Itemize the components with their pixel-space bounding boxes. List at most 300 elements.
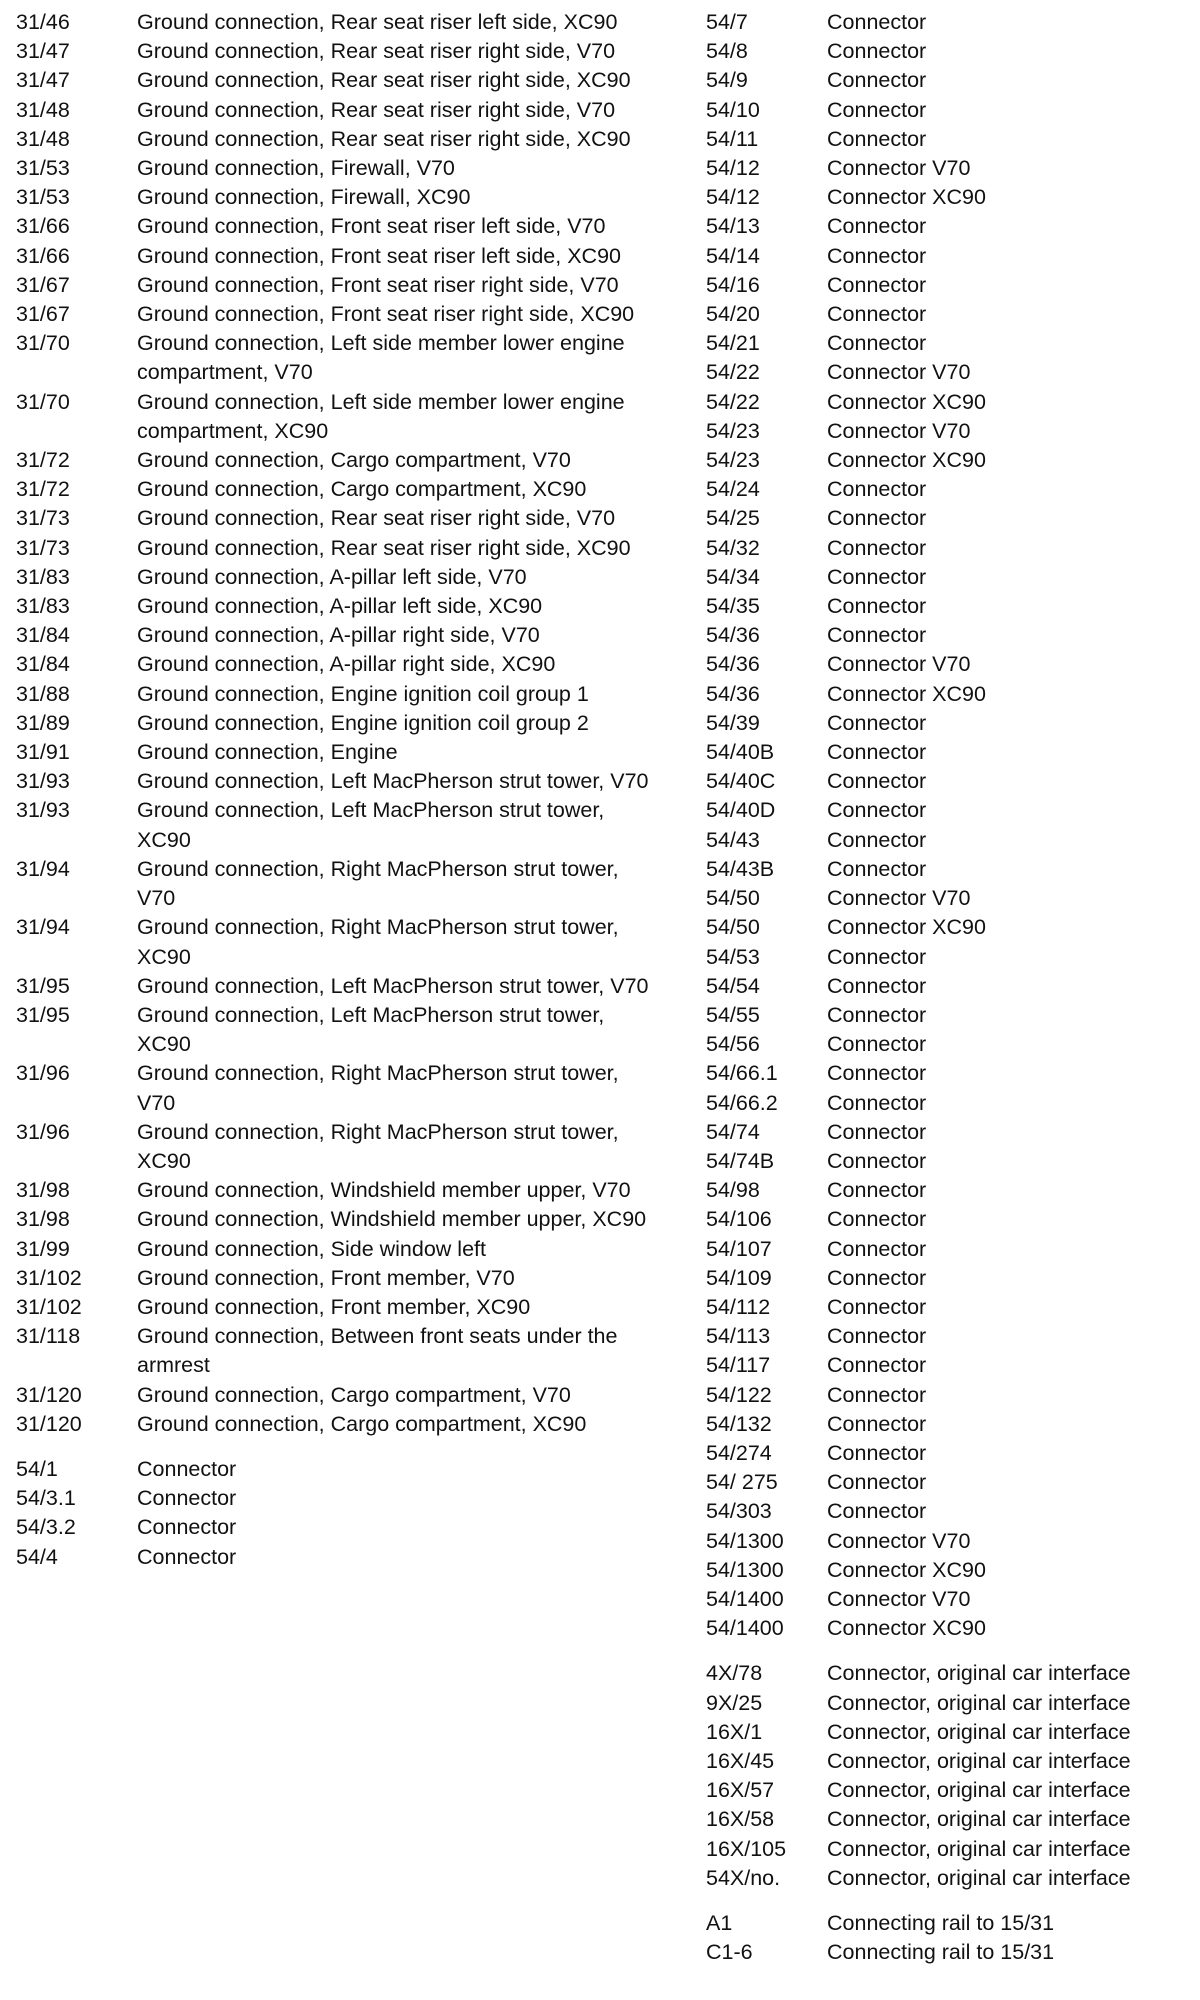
list-item [16, 96, 656, 125]
list-item [16, 1381, 656, 1410]
item-description: Connector [827, 1207, 927, 1232]
item-description: Ground connection, Rear seat riser left side, XC90 [137, 10, 618, 34]
list-item [16, 1543, 656, 1572]
item-description: Connector [827, 39, 927, 64]
item-code: 54/21 [706, 331, 760, 356]
item-description: Ground connection, Engine [137, 740, 398, 765]
item-code: 31/96 [16, 1119, 70, 1144]
item-description: Ground connection, Right MacPherson strut tower, V70 [137, 856, 619, 911]
item-description: Connector [827, 1265, 927, 1290]
left-column [16, 8, 656, 1572]
list-item [706, 1176, 1186, 1205]
item-code: 54/3.1 [16, 1486, 76, 1511]
list-item [16, 855, 656, 913]
item-code: 16X/1 [706, 1719, 763, 1744]
item-code: 54/11 [706, 126, 759, 151]
list-item [16, 504, 656, 533]
item-code: 31/89 [16, 710, 70, 735]
list-item [16, 242, 656, 271]
item-description: Connector [827, 272, 927, 297]
item-description: Connector, original car interface [827, 1690, 1131, 1715]
item-description: Ground connection, Right MacPherson strut tower, V70 [137, 1061, 619, 1115]
item-description: Connector [827, 97, 927, 122]
item-code: 54/109 [706, 1265, 772, 1290]
item-description: Connector XC90 [827, 185, 986, 210]
right-column [706, 8, 1186, 1967]
list-item [16, 650, 656, 679]
list-item [706, 1147, 1186, 1176]
item-code: 54/23 [706, 418, 760, 443]
list-item [706, 1805, 1186, 1834]
list-item [706, 504, 1186, 533]
list-item [706, 1381, 1186, 1410]
item-description: Connector [827, 1411, 927, 1436]
item-description: Ground connection, Firewall, V70 [137, 156, 455, 181]
item-description: Connector [827, 1440, 927, 1465]
list-item [16, 388, 656, 446]
list-item [706, 8, 1186, 37]
item-description: Connecting rail to 15/31 [827, 1911, 1055, 1935]
item-code: 54/132 [706, 1411, 772, 1436]
item-code: 31/118 [16, 1324, 81, 1349]
list-item [706, 1468, 1186, 1497]
item-code: 54/39 [706, 710, 760, 735]
list-item [16, 534, 656, 563]
item-description: Ground connection, Left MacPherson strut tower, XC90 [137, 798, 605, 852]
item-description: Connector V70 [827, 360, 971, 385]
item-description: Connector, original car interface [827, 1748, 1131, 1773]
list-item [16, 183, 656, 212]
list-group-ground-connections [16, 8, 656, 1439]
item-code: 31/95 [16, 1002, 70, 1027]
list-item [706, 212, 1186, 241]
item-code: 54/36 [706, 623, 760, 648]
item-code: 31/70 [16, 331, 70, 356]
item-description: Connector, original car interface [827, 1807, 1131, 1832]
list-item [706, 37, 1186, 66]
list-item [706, 271, 1186, 300]
item-description: Ground connection, A-pillar left side, XC90 [137, 594, 543, 619]
list-item [706, 563, 1186, 592]
list-item [706, 534, 1186, 563]
item-description: Ground connection, Cargo compartment, XC90 [137, 1411, 587, 1436]
list-item [16, 475, 656, 504]
item-description: Ground connection, Rear seat riser right side, XC90 [137, 535, 631, 560]
list-item [706, 1585, 1186, 1614]
item-code: 31/83 [16, 564, 70, 589]
list-group-connecting-rails [706, 1909, 1186, 1967]
list-item [706, 1497, 1186, 1526]
item-code: 54/274 [706, 1440, 772, 1465]
item-description: Connector [827, 1178, 927, 1203]
item-code: 54/74 [706, 1119, 760, 1144]
item-description: Ground connection, Rear seat riser right side, V70 [137, 39, 616, 64]
item-description: Ground connection, Front member, XC90 [137, 1294, 531, 1319]
list-item [706, 621, 1186, 650]
list-item [706, 1089, 1186, 1118]
item-code: 31/53 [16, 185, 70, 210]
item-description: Connector [827, 856, 927, 881]
list-item [706, 855, 1186, 884]
list-group-connectors-start [16, 1455, 656, 1572]
item-code: 54/9 [706, 68, 748, 93]
item-description: Ground connection, Front seat riser left side, V70 [137, 214, 606, 239]
item-description: Connector XC90 [827, 1616, 986, 1641]
item-code: 54/98 [706, 1178, 760, 1203]
item-description: Connector V70 [827, 156, 971, 181]
item-description: Connector, original car interface [827, 1865, 1131, 1890]
item-code: 54/43B [706, 856, 775, 881]
item-code: 54/8 [706, 39, 748, 64]
list-item [706, 446, 1186, 475]
item-code: 16X/45 [706, 1748, 775, 1773]
item-code: 54/43 [706, 827, 760, 852]
list-item [706, 1747, 1186, 1776]
item-code: 54/12 [706, 156, 760, 181]
item-code: 54/56 [706, 1032, 760, 1057]
item-code: 54/54 [706, 973, 760, 998]
list-item [16, 66, 656, 95]
item-description: Connector [827, 769, 927, 794]
list-item [16, 1235, 656, 1264]
item-code: 31/120 [16, 1411, 82, 1436]
item-code: 54/36 [706, 681, 760, 706]
list-item [706, 1659, 1186, 1688]
list-item [706, 709, 1186, 738]
item-code: 54/50 [706, 886, 760, 911]
item-description: Connector [827, 1294, 927, 1319]
list-item [16, 592, 656, 621]
item-code: 54/14 [706, 243, 760, 268]
item-code: 54/36 [706, 652, 760, 677]
item-description: Ground connection, Engine ignition coil group 1 [137, 681, 589, 706]
item-description: Connector XC90 [827, 681, 986, 706]
item-code: 31/95 [16, 973, 70, 998]
list-item [16, 767, 656, 796]
item-code: 31/66 [16, 214, 70, 239]
list-item [706, 154, 1186, 183]
list-item [16, 621, 656, 650]
list-item [706, 826, 1186, 855]
list-item [706, 1001, 1186, 1030]
item-description: Ground connection, Left side member lower engine compartment, V70 [137, 331, 625, 385]
item-code: 31/98 [16, 1207, 70, 1232]
item-description: Connector [827, 68, 927, 93]
item-code: 31/98 [16, 1178, 70, 1203]
item-description: Connector [827, 1032, 927, 1057]
list-item [16, 1322, 656, 1380]
item-code: 54/40D [706, 798, 776, 823]
list-item [16, 1205, 656, 1234]
item-description: Connector XC90 [827, 1557, 986, 1582]
item-code: 54/16 [706, 272, 760, 297]
item-code: A1 [706, 1911, 733, 1935]
item-code: 31/83 [16, 594, 70, 619]
item-code: 31/91 [16, 740, 70, 765]
item-code: 16X/105 [706, 1836, 787, 1861]
list-item [706, 1527, 1186, 1556]
item-code: 54/53 [706, 944, 760, 969]
item-code: 54/24 [706, 477, 760, 502]
item-code: 54/117 [706, 1353, 771, 1378]
list-item [706, 592, 1186, 621]
list-item [706, 1118, 1186, 1147]
item-code: 54/22 [706, 360, 760, 385]
item-description: Connector, original car interface [827, 1778, 1131, 1803]
item-code: 31/53 [16, 156, 70, 181]
list-item [706, 475, 1186, 504]
item-description: Connector [827, 477, 927, 502]
item-description: Connector [827, 1499, 927, 1524]
item-description: Connector [827, 594, 927, 619]
list-item [706, 884, 1186, 913]
list-item [706, 1864, 1186, 1893]
item-code: 31/67 [16, 302, 70, 327]
list-item [16, 1176, 656, 1205]
item-description: Ground connection, Rear seat riser right side, XC90 [137, 68, 631, 93]
item-code: 54/107 [706, 1236, 772, 1261]
list-item [16, 563, 656, 592]
list-item [706, 738, 1186, 767]
item-code: 31/67 [16, 272, 70, 297]
list-group-original-car-interface [706, 1659, 1186, 1893]
item-code: 54/3.2 [16, 1515, 76, 1540]
item-description: Connector [827, 1353, 927, 1378]
item-code: 31/102 [16, 1265, 82, 1290]
item-code: 31/94 [16, 856, 70, 881]
item-code: 31/48 [16, 97, 70, 122]
item-code: 54/106 [706, 1207, 772, 1232]
item-description: Ground connection, Left side member lower engine compartment, XC90 [137, 389, 625, 443]
item-description: Connector [827, 798, 927, 823]
list-item [16, 738, 656, 767]
item-code: 31/47 [16, 68, 70, 93]
item-description: Connector [827, 1470, 927, 1495]
item-description: Connector XC90 [827, 915, 986, 940]
item-description: Connector [827, 1061, 927, 1086]
item-code: 54/32 [706, 535, 760, 560]
list-item [706, 1776, 1186, 1805]
list-item [706, 1909, 1186, 1938]
list-item [706, 1556, 1186, 1585]
item-description: Connector [827, 1148, 927, 1173]
item-description: Connector XC90 [827, 448, 986, 473]
list-item [706, 680, 1186, 709]
list-item [706, 300, 1186, 329]
item-description: Connector [827, 1236, 927, 1261]
item-description: Connector [137, 1456, 237, 1481]
item-description: Connector [827, 827, 927, 852]
item-code: 54/25 [706, 506, 760, 531]
item-code: 54/22 [706, 389, 760, 414]
item-code: 54/13 [706, 214, 760, 239]
list-item [706, 1264, 1186, 1293]
list-item [706, 66, 1186, 95]
item-code: 54/50 [706, 915, 760, 940]
item-description: Ground connection, Rear seat riser right side, V70 [137, 506, 616, 531]
item-description: Ground connection, Rear seat riser right side, V70 [137, 97, 616, 122]
list-item [706, 417, 1186, 446]
item-code: 54/1300 [706, 1557, 784, 1582]
item-description: Connector [827, 710, 927, 735]
item-description: Connector [827, 623, 927, 648]
list-item [706, 1351, 1186, 1380]
item-code: 31/93 [16, 798, 70, 823]
item-description: Ground connection, A-pillar right side, V70 [137, 623, 540, 648]
list-item [706, 242, 1186, 271]
item-description: Ground connection, Front member, V70 [137, 1265, 515, 1290]
item-description: Ground connection, Right MacPherson strut tower, XC90 [137, 915, 619, 969]
item-code: 31/70 [16, 389, 70, 414]
item-description: Ground connection, Cargo compartment, XC90 [137, 477, 587, 502]
item-description: Ground connection, Cargo compartment, V70 [137, 1382, 571, 1407]
item-description: Connector [827, 126, 927, 151]
item-description: Ground connection, Cargo compartment, V70 [137, 448, 571, 473]
item-description: Connector [827, 535, 927, 560]
list-item [16, 1513, 656, 1542]
list-item [16, 271, 656, 300]
item-code: 31/102 [16, 1294, 82, 1319]
item-description: Connector [827, 944, 927, 969]
item-code: 31/66 [16, 243, 70, 268]
list-item [16, 154, 656, 183]
item-description: Connector [827, 1382, 927, 1407]
list-item [16, 125, 656, 154]
item-description: Ground connection, Right MacPherson strut tower, XC90 [137, 1119, 619, 1173]
list-item [16, 446, 656, 475]
item-description: Ground connection, Between front seats under the armrest [137, 1324, 618, 1378]
item-description: Connector [827, 243, 927, 268]
list-item [706, 796, 1186, 825]
list-item [706, 1718, 1186, 1747]
item-description: Connector V70 [827, 1586, 971, 1611]
item-code: 54/1 [16, 1456, 58, 1481]
list-item [16, 1410, 656, 1439]
item-code: 31/99 [16, 1236, 70, 1261]
item-code: 31/120 [16, 1382, 82, 1407]
item-code: 31/84 [16, 652, 70, 677]
list-item [706, 767, 1186, 796]
item-code: 16X/57 [706, 1778, 775, 1803]
list-item [706, 358, 1186, 387]
list-item [706, 1205, 1186, 1234]
item-description: Ground connection, Side window left [137, 1236, 486, 1261]
item-description: Ground connection, A-pillar left side, V70 [137, 564, 527, 589]
list-item [706, 650, 1186, 679]
item-code: 54/1400 [706, 1616, 784, 1641]
list-item [16, 8, 656, 37]
list-item [16, 212, 656, 241]
item-code: 31/88 [16, 681, 70, 706]
item-description: Ground connection, Engine ignition coil group 2 [137, 710, 589, 735]
item-code: 54/34 [706, 564, 760, 589]
item-description: Connector [137, 1515, 237, 1540]
item-code: 54/7 [706, 10, 748, 34]
item-description: Connector V70 [827, 886, 971, 911]
item-description: Ground connection, Front seat riser right side, XC90 [137, 302, 635, 327]
list-item [16, 1001, 656, 1059]
item-code: 54/40B [706, 740, 775, 765]
item-code: 54/1300 [706, 1528, 784, 1553]
list-item [16, 1293, 656, 1322]
item-code: 4X/78 [706, 1661, 763, 1686]
list-item [706, 1059, 1186, 1088]
item-code: 54/303 [706, 1499, 772, 1524]
item-description: Ground connection, Left MacPherson strut tower, XC90 [137, 1002, 605, 1057]
item-description: Ground connection, Front seat riser left side, XC90 [137, 243, 621, 268]
list-item [706, 1614, 1186, 1643]
list-item [16, 37, 656, 66]
item-description: Connector [827, 1119, 927, 1144]
item-code: 31/73 [16, 506, 70, 531]
item-description: Connector V70 [827, 418, 971, 443]
item-description: Ground connection, Left MacPherson strut tower, V70 [137, 973, 649, 998]
list-item [706, 913, 1186, 942]
item-code: 54/74B [706, 1148, 775, 1173]
item-code: 31/72 [16, 448, 70, 473]
item-description: Ground connection, Rear seat riser right side, XC90 [137, 126, 631, 151]
item-code: 54/ 275 [706, 1470, 778, 1495]
item-code: 54/122 [706, 1382, 772, 1407]
item-description: Connector [827, 564, 927, 589]
list-item [16, 796, 656, 854]
item-code: 54/23 [706, 448, 760, 473]
item-code: C1-6 [706, 1940, 753, 1965]
list-group-connectors [706, 8, 1186, 1643]
item-code: 54/35 [706, 594, 760, 619]
item-code: 31/94 [16, 915, 70, 940]
list-item [16, 1264, 656, 1293]
item-code: 31/47 [16, 39, 70, 64]
list-item [16, 1059, 656, 1117]
item-description: Connector [827, 1002, 927, 1027]
item-description: Connector XC90 [827, 389, 986, 414]
item-code: 54/66.1 [706, 1061, 778, 1086]
list-item [706, 1410, 1186, 1439]
list-item [706, 183, 1186, 212]
item-code: 54X/no. [706, 1865, 781, 1890]
item-description: Connector [827, 10, 927, 34]
list-item [706, 388, 1186, 417]
list-item [706, 943, 1186, 972]
item-code: 31/96 [16, 1061, 70, 1086]
list-item [706, 1689, 1186, 1718]
item-description: Connector [827, 740, 927, 765]
item-code: 31/84 [16, 623, 70, 648]
item-description: Connector [827, 1090, 927, 1115]
item-description: Ground connection, A-pillar right side, XC90 [137, 652, 556, 677]
item-description: Ground connection, Left MacPherson strut tower, V70 [137, 769, 649, 794]
item-description: Connector [137, 1544, 237, 1569]
list-item [16, 913, 656, 971]
list-item [706, 329, 1186, 358]
item-description: Connector [827, 331, 927, 356]
list-item [16, 680, 656, 709]
list-item [706, 1322, 1186, 1351]
item-code: 54/4 [16, 1544, 58, 1569]
item-code: 31/72 [16, 477, 70, 502]
item-description: Connector [827, 973, 927, 998]
list-item [706, 1439, 1186, 1468]
item-description: Connector [827, 1324, 927, 1349]
item-code: 54/66.2 [706, 1090, 778, 1115]
item-code: 31/48 [16, 126, 70, 151]
item-description: Connector V70 [827, 652, 971, 677]
item-code: 54/40C [706, 769, 776, 794]
item-description: Connector, original car interface [827, 1719, 1131, 1744]
item-code: 54/12 [706, 185, 760, 210]
item-code: 54/112 [706, 1294, 771, 1319]
